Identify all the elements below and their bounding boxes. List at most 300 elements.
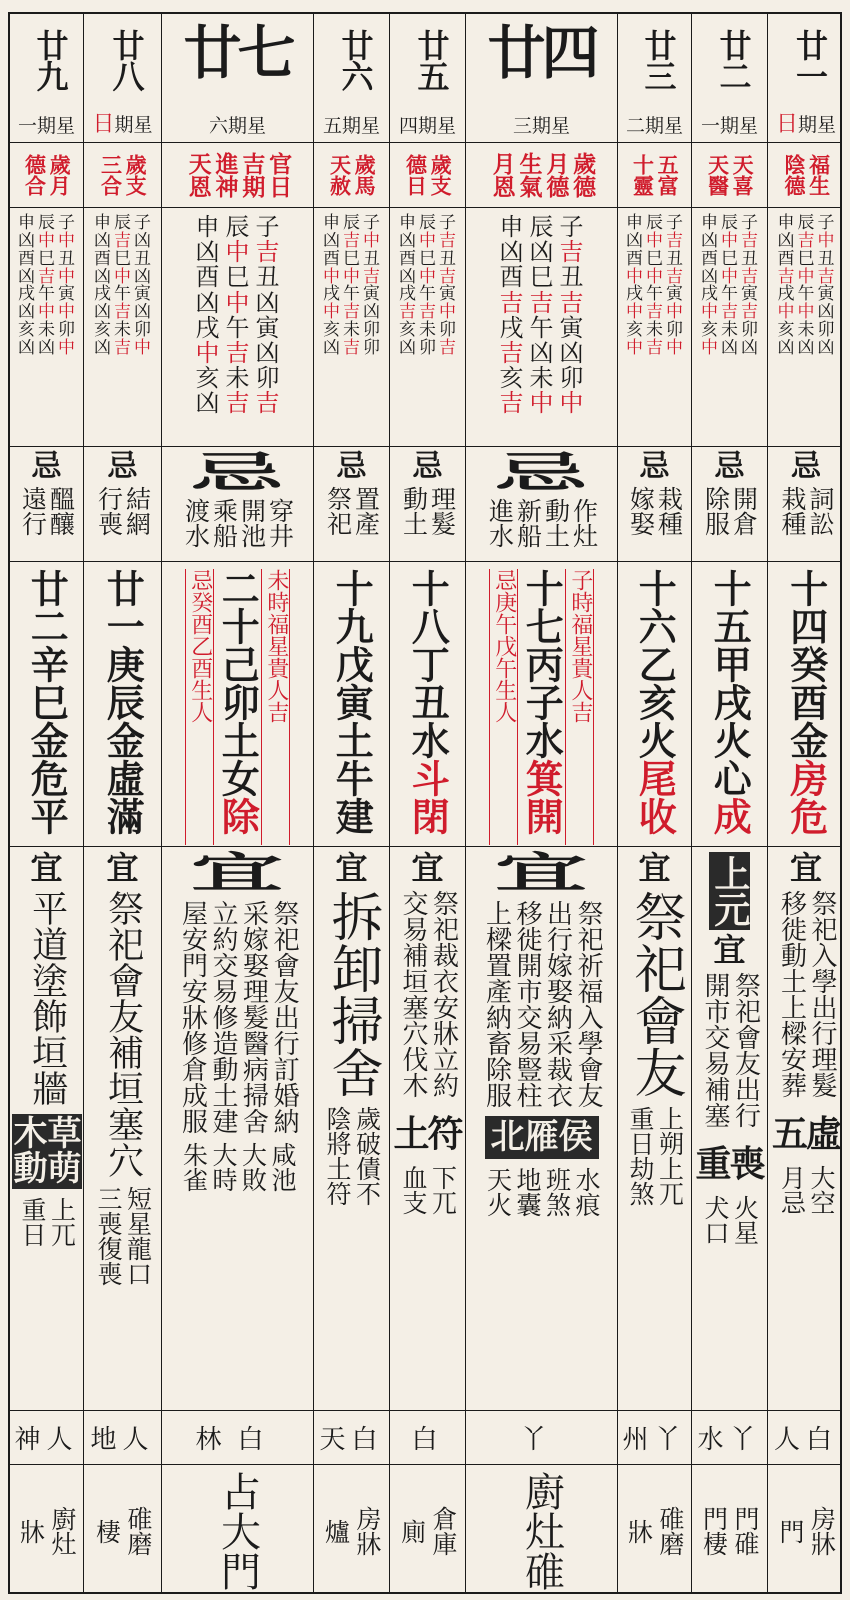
- hour-column: [625, 215, 645, 445]
- auspicious-gods: [768, 144, 844, 206]
- avoid-label: 忌: [31, 449, 62, 484]
- avoid-item: 開池: [237, 498, 267, 548]
- gods-cell: [10, 144, 83, 206]
- hour-branch: 辰: [114, 213, 131, 233]
- hour-luck: 中: [529, 389, 554, 418]
- hour-luck: 凶: [797, 337, 815, 358]
- suitable-cell: [466, 848, 617, 1409]
- hour-luck: 中: [817, 230, 835, 251]
- solar-term-badge: 北雁侯: [485, 1116, 599, 1159]
- hour-branch: 子: [255, 213, 280, 241]
- hour-branch: 申: [18, 213, 35, 233]
- weekday-text: 期星: [114, 114, 153, 136]
- day-header-cell: [10, 14, 83, 142]
- hour-luck: 中: [58, 337, 75, 358]
- hour-luck: 中: [797, 302, 815, 323]
- suitable-label: 宜: [713, 931, 746, 969]
- hour-fortunes: [618, 209, 691, 445]
- day-header-cell: [466, 14, 617, 142]
- hour-luck: 吉: [797, 230, 815, 251]
- weekday-text: 六期星: [208, 115, 266, 137]
- hour-luck: 中: [343, 266, 360, 287]
- suitable-label: 宜: [495, 848, 588, 897]
- hour-column: [253, 215, 283, 445]
- avoid-cell: [466, 448, 617, 560]
- gods-cell: [466, 144, 617, 206]
- suitable-label: 宜: [411, 849, 444, 887]
- suitable-items: [700, 972, 761, 1128]
- hour-branch: 亥: [701, 320, 718, 341]
- hour-luck: 中: [646, 230, 663, 251]
- suitable-block: [84, 848, 161, 1409]
- avoid-item: 除服: [701, 486, 731, 536]
- avoid-item: 新船: [513, 498, 543, 548]
- hours-cell: [768, 209, 844, 445]
- hour-luck: 中: [626, 302, 643, 323]
- hour-luck: 凶: [94, 266, 111, 287]
- hour-luck: 凶: [626, 230, 643, 251]
- ganzhi-red: 箕開: [519, 759, 565, 835]
- avoid-items: [183, 498, 293, 548]
- hour-luck: 吉: [399, 302, 416, 323]
- weekday-text: 二期星: [625, 115, 683, 137]
- day-header-cell: [314, 14, 389, 142]
- suitable-item: 祭祀入學出行理髮: [807, 890, 838, 1098]
- suitable-items: [625, 890, 686, 1098]
- suitable-items: [26, 890, 68, 1106]
- hour-branch: 卯: [363, 320, 380, 341]
- avoid-block: [692, 448, 767, 560]
- hour-luck: 中: [38, 302, 55, 323]
- hour-luck: 吉: [666, 266, 683, 287]
- suitable-cell: [314, 848, 389, 1409]
- hours-cell: [314, 209, 389, 445]
- hour-luck: 凶: [529, 338, 554, 367]
- fetus-location: [84, 1466, 161, 1596]
- suitable-items: [776, 890, 838, 1098]
- hour-luck: 凶: [701, 266, 718, 287]
- hour-branch: 酉: [195, 263, 220, 292]
- avoid-item: 行喪: [94, 486, 124, 536]
- weekday-label: [692, 111, 767, 138]
- hour-branch: 子: [559, 213, 584, 241]
- fetus-item: 碓磨: [124, 1506, 153, 1556]
- hour-branch: 酉: [626, 248, 643, 269]
- hour-luck: 中: [419, 230, 436, 251]
- fetus-location: [466, 1466, 617, 1596]
- hour-branch: 巳: [419, 248, 436, 269]
- hour-luck: 吉: [777, 266, 795, 287]
- god-name: 天醫: [705, 154, 731, 196]
- ganzhi-cell: [768, 563, 844, 845]
- ganzhi-block: [84, 563, 161, 845]
- fetus-item: 占大門: [214, 1471, 261, 1591]
- hour-branch: 丑: [817, 248, 835, 269]
- hour-branch: 寅: [58, 284, 75, 305]
- fetus-cell: [692, 1466, 767, 1596]
- avoid-birth-note: 忌癸酉乙酉生人: [185, 569, 214, 845]
- suitable-cell: [84, 848, 161, 1409]
- direction-cell: [84, 1412, 161, 1463]
- fetus-cell: [618, 1466, 691, 1596]
- fetus-item: 廁: [397, 1518, 427, 1544]
- hour-luck: 中: [58, 266, 75, 287]
- hour-branch: 巳: [721, 248, 738, 269]
- hour-branch: 子: [134, 213, 151, 233]
- hour-luck: 吉: [741, 302, 758, 323]
- hour-luck: 吉: [559, 238, 584, 267]
- star-items: [778, 1165, 834, 1215]
- hour-branch: 午: [38, 284, 55, 305]
- ganzhi-text: 廿二辛巳金危平: [24, 569, 70, 835]
- fetus-cell: [84, 1466, 161, 1596]
- hour-branch: 午: [114, 284, 131, 305]
- god-name: 歲馬: [352, 154, 378, 196]
- avoid-label: 忌: [639, 449, 670, 484]
- hour-luck: 凶: [18, 302, 35, 323]
- sunday-marker: 日: [775, 112, 798, 137]
- fetus-cell: [390, 1466, 465, 1596]
- weekday-label: [84, 107, 161, 138]
- hour-branch: 卯: [817, 320, 835, 341]
- avoid-cell: [314, 448, 389, 560]
- hour-branch: 未: [225, 364, 250, 393]
- avoid-item: 作灶: [569, 498, 599, 548]
- suitable-label: 宜: [191, 848, 284, 897]
- hour-branch: 巳: [529, 263, 554, 292]
- avoid-block: [466, 448, 617, 560]
- hour-branch: 辰: [529, 213, 554, 241]
- god-name: 德日: [403, 154, 429, 196]
- avoid-item: 栽種: [778, 486, 807, 536]
- hour-luck: 吉: [741, 266, 758, 287]
- fetus-location: [10, 1466, 83, 1596]
- star-item: 火星: [730, 1195, 760, 1245]
- direction-text: 白: [411, 1425, 444, 1455]
- ganzhi-text: 十五甲戌火心成: [707, 569, 753, 835]
- hour-column: [796, 215, 816, 445]
- suitable-item: 上樑置產納畜除服: [481, 900, 512, 1108]
- auspicious-gods: [162, 144, 313, 206]
- fetus-item: 廚灶碓: [518, 1471, 565, 1591]
- hour-branch: 未: [38, 320, 55, 341]
- gods-cell: [768, 144, 844, 206]
- ganzhi-block: [390, 563, 465, 845]
- suitable-item: 開市交易補塞: [700, 972, 730, 1128]
- day-column: [10, 14, 83, 1592]
- fetus-item: 爐: [321, 1518, 351, 1544]
- hour-branch: 辰: [225, 213, 250, 241]
- star-item: 朱雀: [179, 1142, 209, 1192]
- hour-luck: 吉: [721, 302, 738, 323]
- hour-branch: 未: [343, 320, 360, 341]
- star-items: [400, 1165, 456, 1215]
- suitable-cell: [618, 848, 691, 1409]
- day-number: 廿八: [107, 29, 146, 91]
- hour-luck: 凶: [817, 337, 835, 358]
- avoid-block: [768, 448, 844, 560]
- weekday-label: [390, 111, 465, 138]
- hour-luck: 中: [439, 302, 456, 323]
- god-name: 進神: [211, 152, 239, 198]
- avoid-block: [162, 448, 313, 560]
- direction-text: 丫: [520, 1425, 563, 1455]
- hour-branch: 寅: [817, 284, 835, 305]
- solar-term-badge: [12, 1114, 82, 1189]
- hour-fortunes: [390, 209, 465, 445]
- god-name: 生氣: [515, 152, 543, 198]
- hour-branch: 寅: [255, 313, 280, 342]
- day-number: 廿四: [487, 19, 596, 87]
- avoid-birth-note: 忌庚午戊午生人: [489, 569, 518, 845]
- day-header-cell: [390, 14, 465, 142]
- hour-luck: 中: [721, 266, 738, 287]
- avoid-block: [618, 448, 691, 560]
- hour-branch: 寅: [134, 284, 151, 305]
- suitable-label: 宜: [638, 849, 671, 887]
- hour-column: [322, 215, 342, 445]
- suitable-item: 立約交易修造動土建: [208, 900, 238, 1134]
- ganzhi-cell: [618, 563, 691, 845]
- hour-fortunes: [466, 209, 617, 445]
- fetus-item: 門棲: [699, 1506, 729, 1556]
- hour-branch: 午: [225, 313, 250, 342]
- hour-branch: 丑: [363, 248, 380, 269]
- gods-cell: [390, 144, 465, 206]
- hour-column: [37, 215, 57, 445]
- suitable-block: [162, 848, 313, 1409]
- auspicious-gods: [314, 144, 389, 206]
- direction-cell: [692, 1412, 767, 1463]
- hour-luck: 吉: [38, 266, 55, 287]
- hour-luck: 凶: [195, 238, 220, 267]
- hour-luck: 凶: [777, 230, 795, 251]
- avoid-item: 動土: [541, 498, 571, 548]
- day-header-cell: [162, 14, 313, 142]
- hour-luck: 中: [58, 302, 75, 323]
- suitable-label: 宜: [335, 849, 368, 887]
- ganzhi-cell: [10, 563, 83, 845]
- suitable-cell: [692, 848, 767, 1409]
- god-name: 歲支: [428, 154, 454, 196]
- almanac-calendar: [8, 12, 842, 1594]
- direction-text: 水丫: [697, 1425, 762, 1455]
- hour-luck: 中: [58, 230, 75, 251]
- god-name: 陰德: [782, 154, 807, 196]
- day-header-cell: [84, 14, 161, 142]
- suitable-item: 祭祀祈福入學會友: [573, 900, 604, 1108]
- hour-branch: 巳: [343, 248, 360, 269]
- hour-luck: 凶: [399, 230, 416, 251]
- avoid-items: [703, 486, 757, 536]
- hour-branch: 寅: [559, 313, 584, 342]
- hour-branch: 未: [646, 320, 663, 341]
- avoid-cell: [390, 448, 465, 560]
- hour-branch: 亥: [195, 364, 220, 393]
- hour-luck: 卯: [363, 337, 380, 358]
- fetus-item: 房牀: [807, 1506, 837, 1556]
- direction-text: 人白: [773, 1425, 838, 1455]
- hour-luck: 凶: [323, 337, 340, 358]
- ganzhi-text: 二十己卯土女除: [215, 569, 261, 835]
- hour-column: [113, 215, 133, 445]
- hour-luck: 凶: [255, 338, 280, 367]
- hour-branch: 巳: [38, 248, 55, 269]
- day-column: [691, 14, 767, 1592]
- hour-luck: 中: [701, 337, 718, 358]
- star-item: 月忌: [777, 1165, 807, 1215]
- star-item: 下兀: [428, 1165, 458, 1215]
- hour-column: [398, 215, 418, 445]
- hour-branch: 午: [419, 284, 436, 305]
- hour-luck: 凶: [18, 337, 35, 358]
- avoid-cell: [692, 448, 767, 560]
- ganzhi-block: [692, 563, 767, 845]
- avoid-label: 忌: [714, 449, 745, 484]
- weekday-text: 四期星: [398, 115, 456, 137]
- hour-luck: 中: [419, 266, 436, 287]
- avoid-item: 穿井: [265, 498, 295, 548]
- hour-luck: 吉: [419, 302, 436, 323]
- hour-branch: 申: [499, 213, 524, 241]
- star-items: [95, 1186, 151, 1286]
- hour-luck: 中: [721, 230, 738, 251]
- suitable-items: [177, 900, 300, 1134]
- direction-text: 天白: [319, 1425, 384, 1455]
- star-item: 短星龍口: [123, 1186, 153, 1286]
- star-items: [627, 1106, 683, 1206]
- suitable-cell: [162, 848, 313, 1409]
- avoid-label: 忌: [191, 448, 284, 497]
- ganzhi-cell: [162, 563, 313, 845]
- hour-branch: 申: [399, 213, 416, 233]
- hour-branch: 寅: [741, 284, 758, 305]
- hour-luck: 凶: [399, 266, 416, 287]
- suitable-cell: [390, 848, 465, 1409]
- weekday-label: [314, 111, 389, 138]
- hour-luck: 凶: [134, 302, 151, 323]
- fetus-location: [692, 1466, 767, 1596]
- hour-luck: 中: [225, 238, 250, 267]
- ganzhi-block: [10, 563, 83, 845]
- hour-luck: 凶: [195, 288, 220, 317]
- hour-column: [720, 215, 740, 445]
- god-name: 月德: [542, 152, 570, 198]
- suitable-item: 祭祀會友出行: [730, 972, 761, 1128]
- hour-branch: 辰: [646, 213, 663, 233]
- hour-branch: 申: [323, 213, 340, 233]
- god-name: 歲支: [123, 154, 149, 196]
- hour-branch: 寅: [363, 284, 380, 305]
- avoid-items: [401, 486, 455, 536]
- badge-char: 動: [13, 1148, 48, 1189]
- suitable-item: 祭祀會友出行訂婚納: [269, 900, 300, 1134]
- hour-branch: 午: [343, 284, 360, 305]
- god-name: 德合: [22, 154, 48, 196]
- sunday-marker: 日: [92, 112, 115, 137]
- ganzhi-red: 除: [215, 797, 261, 835]
- badge-char: 草: [47, 1114, 82, 1154]
- star-item: 上兀: [47, 1197, 77, 1248]
- hour-branch: 未: [419, 320, 436, 341]
- hour-branch: 未: [529, 364, 554, 393]
- suitable-items: [481, 900, 604, 1108]
- hour-column: [776, 215, 796, 445]
- star-item: 水痕: [572, 1166, 601, 1217]
- hour-branch: 午: [529, 313, 554, 342]
- hour-luck: 凶: [777, 337, 795, 358]
- hour-branch: 亥: [626, 320, 643, 341]
- hour-branch: 丑: [741, 248, 758, 269]
- hour-branch: 寅: [666, 284, 683, 305]
- suitable-item: 移徙動土上樑安葬: [776, 890, 807, 1098]
- hour-branch: 亥: [94, 320, 111, 341]
- badge-char: 木: [13, 1114, 48, 1154]
- ganzhi-block: [768, 563, 844, 845]
- hour-luck: 中: [797, 266, 815, 287]
- suitable-item: 移徙開市交易豎柱: [512, 900, 542, 1108]
- ganzhi-text: 十六乙亥火尾收: [632, 569, 678, 835]
- hour-luck: 中: [646, 266, 663, 287]
- star-item: 重日: [18, 1197, 47, 1248]
- ganzhi-red: 尾收: [632, 759, 678, 835]
- day-header-cell: [768, 14, 844, 142]
- god-name: 吉期: [238, 152, 266, 198]
- direction-cell: [466, 1412, 617, 1463]
- hour-luck: 凶: [94, 302, 111, 323]
- ganzhi-block: [314, 563, 389, 845]
- avoid-item: 詞訟: [806, 486, 835, 536]
- star-head: 五虛: [771, 1113, 840, 1155]
- hour-luck: 吉: [741, 230, 758, 251]
- fetus-item: 牀: [16, 1518, 46, 1544]
- hour-luck: 凶: [94, 230, 111, 251]
- direction-cell: [768, 1412, 844, 1463]
- hour-luck: 凶: [363, 302, 380, 323]
- hour-luck: 中: [195, 338, 220, 367]
- hour-luck: 吉: [225, 338, 250, 367]
- fetus-location: [314, 1466, 389, 1596]
- weekday-label: [10, 111, 83, 138]
- hour-branch: 申: [94, 213, 111, 233]
- hour-luck: 凶: [499, 238, 524, 267]
- hour-branch: 子: [817, 213, 835, 233]
- hour-branch: 子: [58, 213, 75, 233]
- hour-luck: 凶: [134, 266, 151, 287]
- avoid-item: 動土: [399, 486, 429, 536]
- hour-branch: 申: [195, 213, 220, 241]
- hour-column: [645, 215, 665, 445]
- hour-branch: 未: [114, 320, 131, 341]
- ganzhi-text: 十七丙子水箕開: [519, 569, 565, 835]
- fetus-item: 門碓: [731, 1506, 760, 1556]
- god-name: 五富: [655, 154, 681, 196]
- weekday-label: [466, 111, 617, 138]
- direction-cell: [314, 1412, 389, 1463]
- hour-luck: 凶: [741, 337, 758, 358]
- fetus-cell: [466, 1466, 617, 1596]
- suitable-block: [466, 848, 617, 1409]
- avoid-label: 忌: [107, 449, 138, 484]
- hour-branch: 辰: [721, 213, 738, 233]
- day-number: 廿一: [791, 29, 829, 91]
- hour-luck: 吉: [666, 230, 683, 251]
- hour-luck: 中: [626, 337, 643, 358]
- hour-branch: 酉: [777, 248, 795, 269]
- direction-cell: [618, 1412, 691, 1463]
- hour-luck: 吉: [646, 302, 663, 323]
- weekday-text: 期星: [798, 114, 837, 136]
